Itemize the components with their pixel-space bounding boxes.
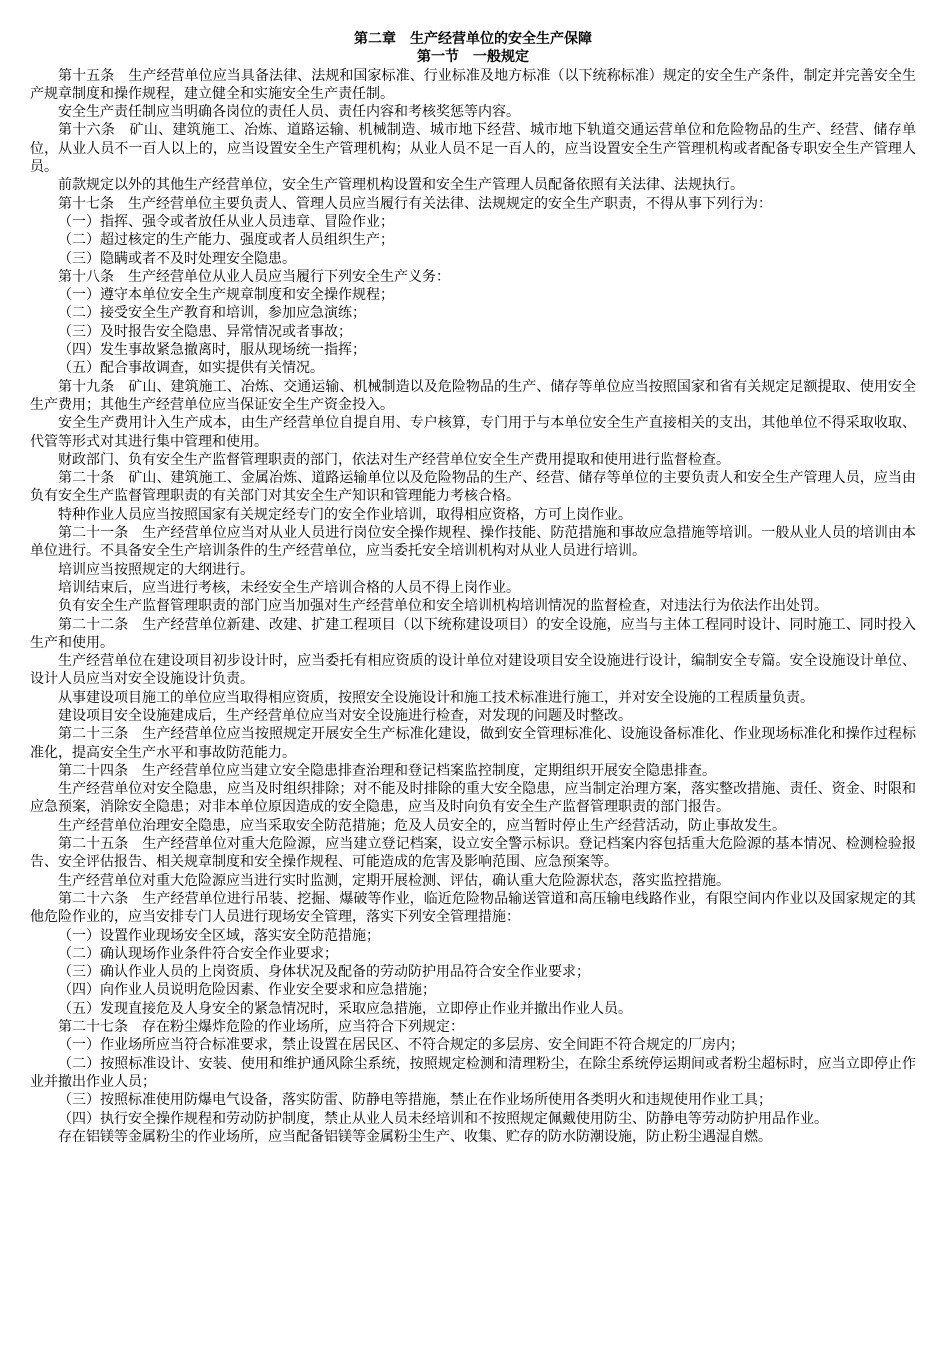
paragraph: 第二十二条 生产经营单位新建、改建、扩建工程项目（以下统称建设项目）的安全设施，应当与主体工程同时设计、同时施工、同时投入生产和使用。 xyxy=(30,616,916,651)
paragraph: （四）发生事故紧急撤离时，服从现场统一指挥； xyxy=(58,342,366,359)
paragraph: 第二十一条 生产经营单位应当对从业人员进行岗位安全操作规程、操作技能、防范措施和事故应急措施等培训。一般从业人员的培训由本单位进行。不具备安全生产培训条件的生产经营单位，应当委托安全培训机构对从业人员进行培训。 xyxy=(30,525,916,560)
paragraph: （三）隐瞒或者不及时处理安全隐患。 xyxy=(58,250,296,267)
paragraph: （一）指挥、强令或者放任从业人员违章、冒险作业； xyxy=(58,213,394,230)
paragraph: （四）向作业人员说明危险因素、作业安全要求和应急措施； xyxy=(58,982,436,999)
paragraph: 第十八条 生产经营单位从业人员应当履行下列安全生产义务： xyxy=(58,268,450,285)
paragraph: （三）确认作业人员的上岗资质、身体状况及配备的劳动防护用品符合安全作业要求； xyxy=(58,964,590,981)
paragraph: 安全生产费用计入生产成本，由生产经营单位自提自用、专户核算，专门用于与本单位安全生产直接相关的支出，其他单位不得采取收取、代管等形式对其进行集中管理和使用。 xyxy=(30,415,916,450)
section-title: 第一节 一般规定 xyxy=(417,49,529,66)
paragraph: 建设项目安全设施建成后，生产经营单位应当对安全设施进行检查，对发现的问题及时整改。 xyxy=(58,707,632,724)
paragraph: 第二十六条 生产经营单位进行吊装、挖掘、爆破等作业，临近危险物品输送管道和高压输电线路作业，有限空间内作业以及国家规定的其他危险作业的，应当安排专门人员进行现场安全管理，落实下列安全管理措施： xyxy=(30,890,916,926)
paragraph: （二）按照标准设计、安装、使用和维护通风除尘系统，按照规定检测和清理粉尘，在除尘系统停运期间或者粉尘超标时，应当立即停止作业并撤出作业人员； xyxy=(30,1055,916,1090)
paragraph: 第十五条 生产经营单位应当具备法律、法规和国家标准、行业标准及地方标准（以下统称标准）规定的安全生产条件，制定并完善安全生产规章制度和操作规程，建立健全和实施安全生产责任制。 xyxy=(30,67,916,102)
paragraph: 特种作业人员应当按照国家有关规定经专门的安全作业培训，取得相应资格，方可上岗作业。 xyxy=(58,506,632,523)
paragraph: 负有安全生产监督管理职责的部门应当加强对生产经营单位和安全培训机构培训情况的监督检查，对违法行为依法作出处罚。 xyxy=(58,598,828,615)
paragraph: 生产经营单位在建设项目初步设计时，应当委托有相应资质的设计单位对建设项目安全设施进行设计，编制安全专篇。安全设施设计单位、设计人员应当对安全设施设计负责。 xyxy=(30,653,916,688)
paragraph: 从事建设项目施工的单位应当取得相应资质，按照安全设施设计和施工技术标准进行施工，并对安全设施的工程质量负责。 xyxy=(58,689,814,706)
chapter-title: 第二章 生产经营单位的安全生产保障 xyxy=(354,31,592,47)
paragraph: 第十七条 生产经营单位主要负责人、管理人员应当履行有关法律、法规规定的安全生产职责，不得从事下列行为： xyxy=(58,195,772,212)
paragraph: 第二十三条 生产经营单位应当按照规定开展安全生产标准化建设，做到安全管理标准化、设施设备标准化、作业现场标准化和操作过程标准化，提高安全生产水平和事故防范能力。 xyxy=(30,726,916,761)
paragraph: （一）作业场所应当符合标准要求，禁止设置在居民区、不符合规定的多层房、安全间距不符合规定的厂房内； xyxy=(58,1037,744,1054)
paragraph: 第二十七条 存在粉尘爆炸危险的作业场所，应当符合下列规定： xyxy=(58,1019,464,1036)
paragraph: 生产经营单位治理安全隐患，应当采取安全防范措施；危及人员安全的，应当暂时停止生产经营活动，防止事故发生。 xyxy=(58,817,786,834)
paragraph: 第二十四条 生产经营单位应当建立安全隐患排查治理和登记档案监控制度，定期组织开展安全隐患排查。 xyxy=(58,762,716,779)
document-page xyxy=(30,30,916,1146)
paragraph: 前款规定以外的其他生产经营单位，安全生产管理机构设置和安全生产管理人员配备依照有关法律、法规执行。 xyxy=(58,177,744,194)
paragraph: 生产经营单位对安全隐患，应当及时组织排除；对不能及时排除的重大安全隐患，应当制定治理方案，落实整改措施、责任、资金、时限和应急预案，消除安全隐患；对非本单位原因造成的安全隐患，应当及时向负有安全生产监督管理职责的部门报告。 xyxy=(30,781,916,816)
paragraph: 存在铝镁等金属粉尘的作业场所，应当配备铝镁等金属粉尘生产、收集、贮存的防水防潮设施，防止粉尘遇湿自燃。 xyxy=(58,1128,772,1145)
paragraph: （一）设置作业现场安全区域，落实安全防范措施； xyxy=(58,927,380,944)
paragraph: 第十六条 矿山、建筑施工、冶炼、道路运输、机械制造、城市地下经营、城市地下轨道交通运营单位和危险物品的生产、经营、储存单位，从业人员不一百人以上的，应当设置安全生产管理机构；从业人员不足一百人的，应当设置安全生产管理机构或者配备专职安全生产管理人员。 xyxy=(30,122,916,176)
paragraph: （五）配合事故调查，如实提供有关情况。 xyxy=(58,360,324,377)
paragraph: 生产经营单位对重大危险源应当进行实时监测，定期开展检测、评估，确认重大危险源状态，落实监控措施。 xyxy=(58,872,730,889)
paragraph: 第十九条 矿山、建筑施工、冶炼、交通运输、机械制造以及危险物品的生产、储存等单位应当按照国家和省有关规定足额提取、使用安全生产费用；其他生产经营单位应当保证安全生产资金投入。 xyxy=(30,378,916,413)
paragraph: （二）接受安全生产教育和培训，参加应急演练； xyxy=(58,305,366,322)
paragraph: 财政部门、负有安全生产监督管理职责的部门，依法对生产经营单位安全生产费用提取和使用进行监督检查。 xyxy=(58,451,730,468)
paragraph: （二）确认现场作业条件符合安全作业要求； xyxy=(58,945,338,962)
paragraph: （四）执行安全操作规程和劳动防护制度，禁止从业人员未经培训和不按照规定佩戴使用防尘、防静电等劳动防护用品作业。 xyxy=(58,1110,828,1127)
paragraph: （二）超过核定的生产能力、强度或者人员组织生产； xyxy=(58,232,394,249)
paragraph: （三）及时报告安全隐患、异常情况或者事故； xyxy=(58,323,352,340)
paragraph: 培训结束后，应当进行考核，未经安全生产培训合格的人员不得上岗作业。 xyxy=(58,579,520,596)
paragraph: （一）遵守本单位安全生产规章制度和安全操作规程； xyxy=(58,287,394,304)
document-body xyxy=(30,67,916,1147)
paragraph: （三）按照标准使用防爆电气设备，落实防雷、防静电等措施，禁止在作业场所使用各类明火和违规使用作业工具； xyxy=(58,1092,772,1109)
paragraph: 第二十条 矿山、建筑施工、金属冶炼、道路运输单位以及危险物品的生产、经营、储存等单位的主要负责人和安全生产管理人员，应当由负有安全生产监督管理职责的有关部门对其安全生产知识和管理能力考核合格。 xyxy=(30,470,916,505)
paragraph: 培训应当按照规定的大纲进行。 xyxy=(58,561,254,578)
paragraph: 第二十五条 生产经营单位对重大危险源，应当建立登记档案，设立安全警示标识。登记档案内容包括重大危险源的基本情况、检测检验报告、安全评估报告、相关规章制度和安全操作规程、可能造成的危害及影响范围、应急预案等。 xyxy=(30,836,916,871)
paragraph: （五）发现直接危及人身安全的紧急情况时，采取应急措施，立即停止作业并撤出作业人员。 xyxy=(58,1000,632,1017)
paragraph: 安全生产责任制应当明确各岗位的责任人员、责任内容和考核奖惩等内容。 xyxy=(58,104,520,121)
